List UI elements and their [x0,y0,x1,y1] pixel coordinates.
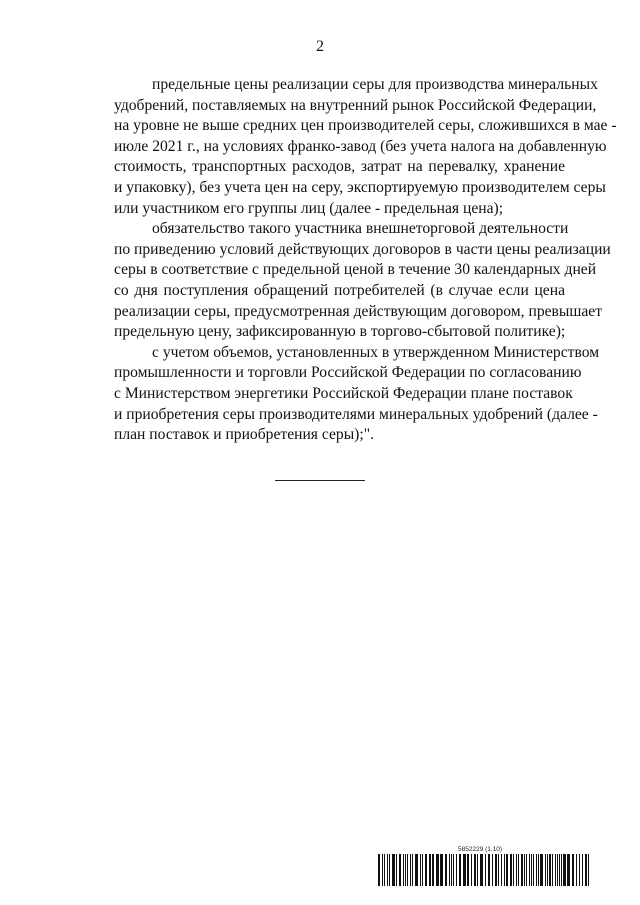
text-line: и упаковку), без учета цен на серу, экспортируемую производителем серы [114,178,606,196]
paragraph-supply-plan [76,343,600,446]
text-line: июле 2021 г., на условиях франко-завод (без учета налога на добавленную [114,137,607,155]
barcode-image [378,854,590,886]
paragraph-price-limit [76,75,617,219]
text-line: план поставок и приобретения серы);". [114,426,374,444]
text-line: или участником его группы лиц (далее - предельная цена); [114,199,504,217]
text-line: с Министерством энергетики Российской Федерации плане поставок [114,384,573,402]
text-line: промышленности и торговли Российской Федерации по согласованию [114,364,582,382]
page-number: 2 [316,38,324,55]
text-line: предельную цену, зафиксированную в торгово-сбытовой политике); [114,323,566,341]
text-line: обязательство такого участника внешнеторговой деятельности [152,220,569,238]
text-line: и приобретения серы производителями минеральных удобрений (далее - [114,405,598,423]
text-line: по приведению условий действующих договоров в части цены реализации [114,240,611,258]
paragraph-obligation [76,219,611,343]
text-line: серы в соответствие с предельной ценой в течение 30 календарных дней [114,261,597,279]
text-line: предельные цены реализации серы для производства минеральных [152,76,598,93]
text-line: со дня поступления обращений потребителей (в случае если цена [114,281,565,299]
text-line: удобрений, поставляемых на внутренний рынок Российской Федерации, [114,96,597,114]
text-line: стоимость, транспортных расходов, затрат на перевалку, хранение [114,158,565,176]
text-line: реализации серы, предусмотренная действующим договором, превышает [114,302,603,320]
text-line: с учетом объемов, установленных в утвержденном Министерством [152,343,600,361]
document-body [76,75,617,446]
text-line: на уровне не выше средних цен производителей серы, сложившихся в мае - [114,117,617,135]
barcode-label: 5852229 (1.10) [458,846,503,853]
end-separator-line [275,480,365,481]
